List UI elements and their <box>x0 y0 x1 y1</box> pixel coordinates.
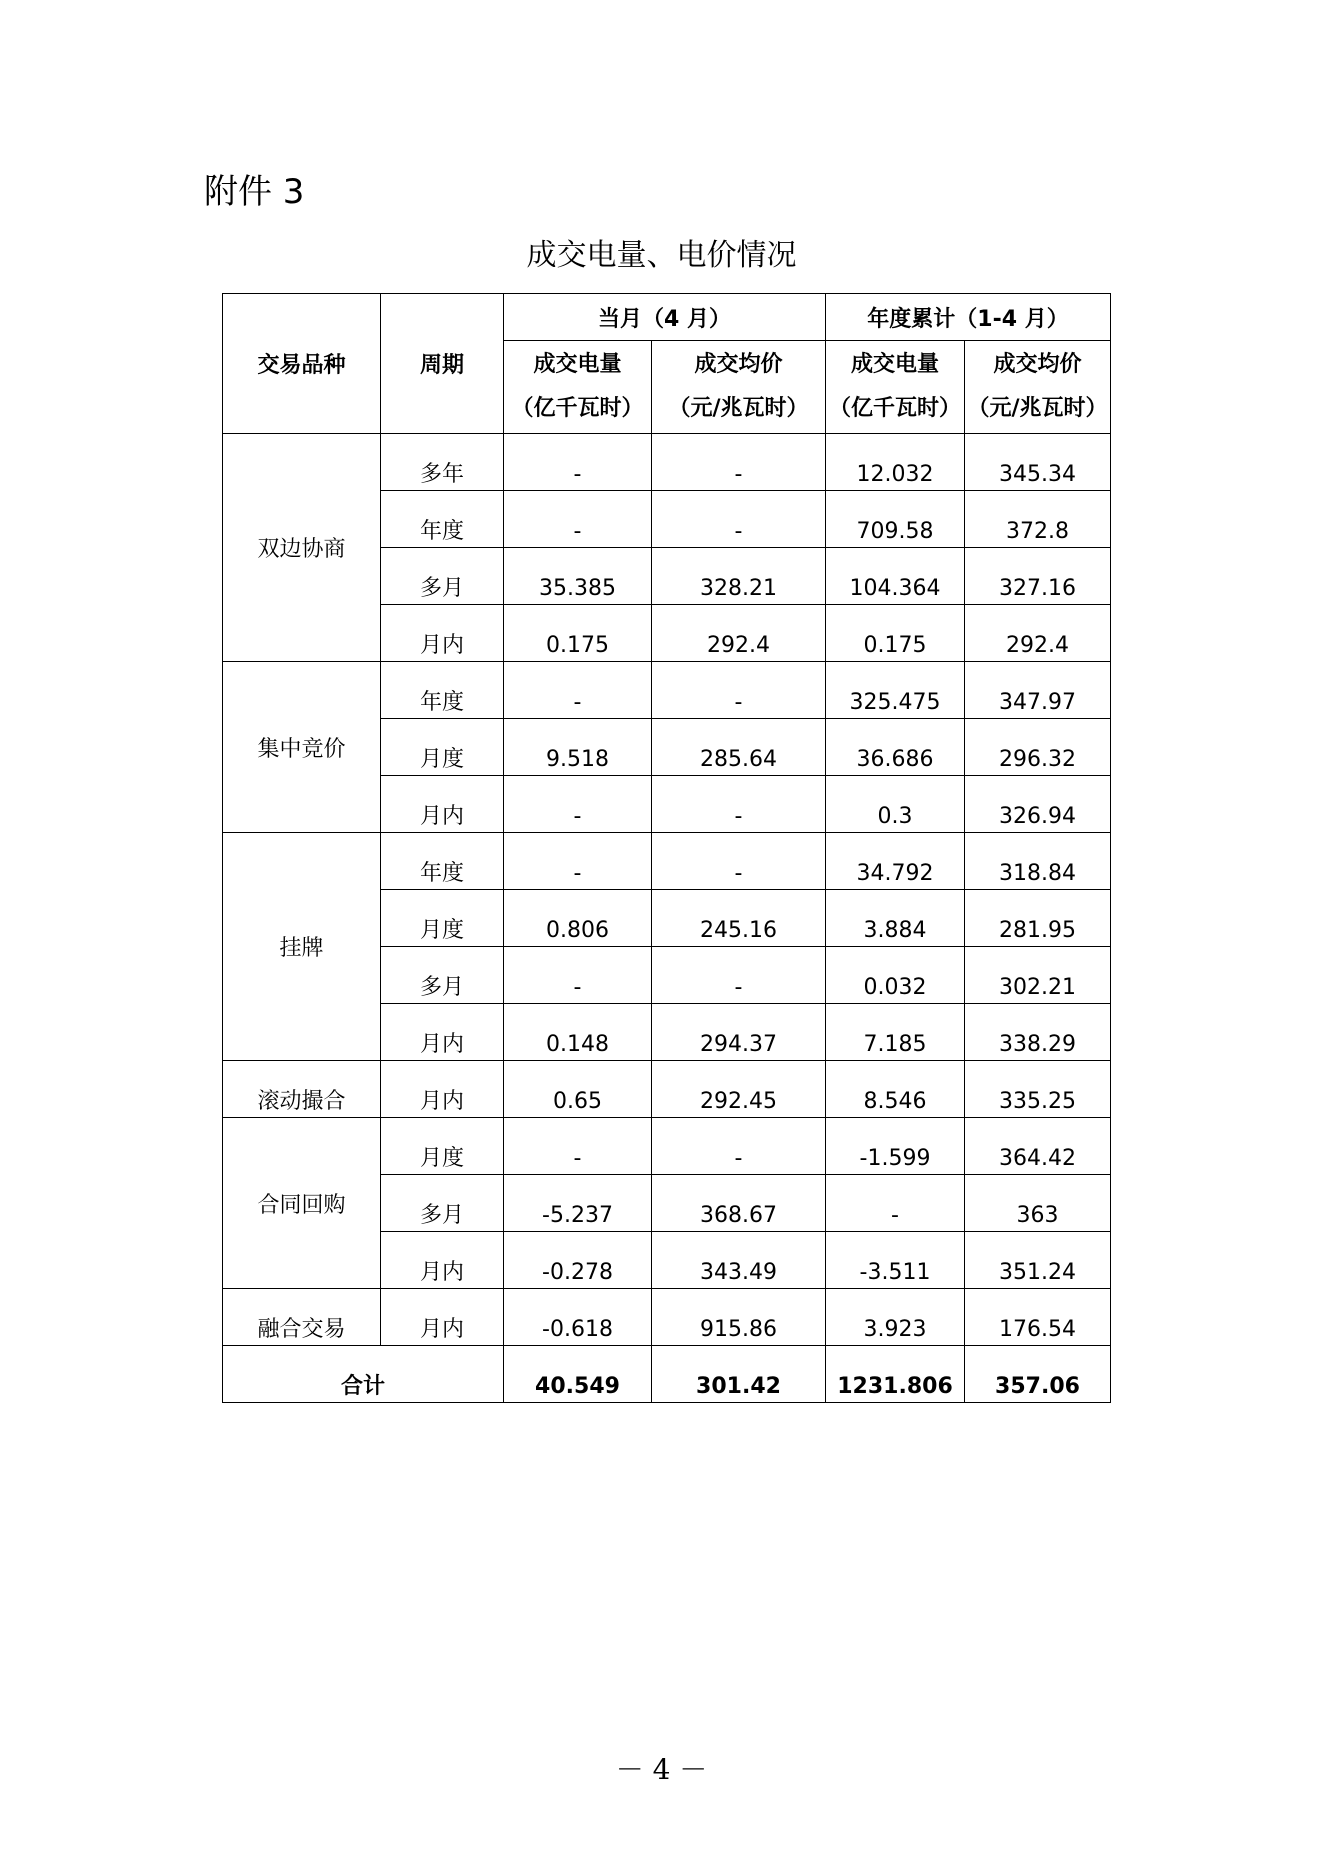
header-current-month: 当月（4 月） <box>504 294 826 341</box>
period-cell: 多年 <box>381 434 504 491</box>
total-cur-price: 301.42 <box>652 1346 826 1403</box>
ytd-volume-cell: 3.923 <box>826 1289 965 1346</box>
table-row <box>223 434 1111 491</box>
cur-volume-cell: - <box>504 1118 652 1175</box>
cur-volume-cell: 0.175 <box>504 605 652 662</box>
ytd-volume-cell: -3.511 <box>826 1232 965 1289</box>
header-ytd-price-unit: （元/兆瓦时） <box>967 396 1108 421</box>
header-ytd-volume-label: 成交电量 <box>850 352 939 377</box>
header-cur-volume-unit: （亿千瓦时） <box>511 396 644 421</box>
cur-volume-cell: - <box>504 434 652 491</box>
page-number: － 4 － <box>615 1753 708 1786</box>
total-ytd-price: 357.06 <box>965 1346 1111 1403</box>
table-row <box>223 662 1111 719</box>
ytd-volume-cell: 36.686 <box>826 719 965 776</box>
cur-price-cell: 245.16 <box>652 890 826 947</box>
ytd-volume-cell: -1.599 <box>826 1118 965 1175</box>
header-ytd-volume <box>826 341 965 434</box>
total-row <box>223 1346 1111 1403</box>
cur-volume-cell: 0.65 <box>504 1061 652 1118</box>
header-cur-price-unit: （元/兆瓦时） <box>668 396 809 421</box>
table-row <box>223 1061 1111 1118</box>
cur-volume-cell: -0.618 <box>504 1289 652 1346</box>
period-cell: 月度 <box>381 1118 504 1175</box>
cur-price-cell: - <box>652 1118 826 1175</box>
cur-price-cell: 285.64 <box>652 719 826 776</box>
ytd-volume-cell: 0.3 <box>826 776 965 833</box>
cur-price-cell: 343.49 <box>652 1232 826 1289</box>
cur-volume-cell: - <box>504 662 652 719</box>
period-cell: 多月 <box>381 548 504 605</box>
cur-volume-cell: -5.237 <box>504 1175 652 1232</box>
cur-volume-cell: - <box>504 947 652 1004</box>
cur-price-cell: - <box>652 833 826 890</box>
header-row-1 <box>223 294 1111 341</box>
cur-price-cell: - <box>652 662 826 719</box>
cur-volume-cell: 0.806 <box>504 890 652 947</box>
table-row <box>223 1289 1111 1346</box>
ytd-price-cell: 327.16 <box>965 548 1111 605</box>
product-name: 挂牌 <box>223 833 381 1061</box>
cur-price-cell: 328.21 <box>652 548 826 605</box>
ytd-volume-cell: 0.032 <box>826 947 965 1004</box>
period-cell: 月内 <box>381 1004 504 1061</box>
header-ytd-volume-unit: （亿千瓦时） <box>828 396 961 421</box>
ytd-price-cell: 281.95 <box>965 890 1111 947</box>
product-name: 合同回购 <box>223 1118 381 1289</box>
cur-price-cell: 915.86 <box>652 1289 826 1346</box>
ytd-volume-cell: 8.546 <box>826 1061 965 1118</box>
cur-volume-cell: -0.278 <box>504 1232 652 1289</box>
period-cell: 月度 <box>381 890 504 947</box>
period-cell: 年度 <box>381 662 504 719</box>
header-ytd: 年度累计（1-4 月） <box>826 294 1111 341</box>
ytd-price-cell: 326.94 <box>965 776 1111 833</box>
period-cell: 月内 <box>381 1232 504 1289</box>
cur-volume-cell: - <box>504 833 652 890</box>
ytd-volume-cell: 104.364 <box>826 548 965 605</box>
cur-volume-cell: 0.148 <box>504 1004 652 1061</box>
ytd-volume-cell: 0.175 <box>826 605 965 662</box>
ytd-volume-cell: - <box>826 1175 965 1232</box>
period-cell: 月内 <box>381 776 504 833</box>
cur-price-cell: 292.4 <box>652 605 826 662</box>
product-name: 双边协商 <box>223 434 381 662</box>
cur-price-cell: - <box>652 434 826 491</box>
trade-data-table <box>222 293 1111 1403</box>
ytd-price-cell: 292.4 <box>965 605 1111 662</box>
product-name: 融合交易 <box>223 1289 381 1346</box>
cur-volume-cell: - <box>504 776 652 833</box>
ytd-price-cell: 176.54 <box>965 1289 1111 1346</box>
period-cell: 月度 <box>381 719 504 776</box>
ytd-price-cell: 335.25 <box>965 1061 1111 1118</box>
cur-volume-cell: - <box>504 491 652 548</box>
ytd-volume-cell: 709.58 <box>826 491 965 548</box>
ytd-price-cell: 296.32 <box>965 719 1111 776</box>
cur-price-cell: 292.45 <box>652 1061 826 1118</box>
header-cur-price <box>652 341 826 434</box>
ytd-volume-cell: 7.185 <box>826 1004 965 1061</box>
ytd-volume-cell: 325.475 <box>826 662 965 719</box>
period-cell: 多月 <box>381 1175 504 1232</box>
cur-price-cell: 368.67 <box>652 1175 826 1232</box>
table-row <box>223 1118 1111 1175</box>
cur-price-cell: - <box>652 491 826 548</box>
ytd-price-cell: 364.42 <box>965 1118 1111 1175</box>
ytd-volume-cell: 34.792 <box>826 833 965 890</box>
cur-volume-cell: 35.385 <box>504 548 652 605</box>
header-cur-volume-label: 成交电量 <box>533 352 622 377</box>
period-cell: 多月 <box>381 947 504 1004</box>
page-title: 成交电量、电价情况 <box>526 238 797 273</box>
ytd-price-cell: 347.97 <box>965 662 1111 719</box>
ytd-price-cell: 363 <box>965 1175 1111 1232</box>
ytd-price-cell: 318.84 <box>965 833 1111 890</box>
cur-price-cell: 294.37 <box>652 1004 826 1061</box>
ytd-price-cell: 345.34 <box>965 434 1111 491</box>
period-cell: 月内 <box>381 1289 504 1346</box>
header-period: 周期 <box>381 294 504 434</box>
ytd-price-cell: 372.8 <box>965 491 1111 548</box>
product-name: 滚动撮合 <box>223 1061 381 1118</box>
header-ytd-price-label: 成交均价 <box>993 352 1082 377</box>
ytd-volume-cell: 12.032 <box>826 434 965 491</box>
ytd-volume-cell: 3.884 <box>826 890 965 947</box>
table-row <box>223 833 1111 890</box>
period-cell: 月内 <box>381 605 504 662</box>
attachment-label: 附件 3 <box>204 172 305 212</box>
ytd-price-cell: 338.29 <box>965 1004 1111 1061</box>
header-cur-volume <box>504 341 652 434</box>
total-label: 合计 <box>223 1346 504 1403</box>
ytd-price-cell: 351.24 <box>965 1232 1111 1289</box>
ytd-price-cell: 302.21 <box>965 947 1111 1004</box>
cur-volume-cell: 9.518 <box>504 719 652 776</box>
cur-price-cell: - <box>652 947 826 1004</box>
cur-price-cell: - <box>652 776 826 833</box>
product-name: 集中竞价 <box>223 662 381 833</box>
total-ytd-volume: 1231.806 <box>826 1346 965 1403</box>
period-cell: 年度 <box>381 491 504 548</box>
period-cell: 年度 <box>381 833 504 890</box>
header-cur-price-label: 成交均价 <box>694 352 783 377</box>
period-cell: 月内 <box>381 1061 504 1118</box>
total-cur-volume: 40.549 <box>504 1346 652 1403</box>
header-product: 交易品种 <box>223 294 381 434</box>
header-ytd-price <box>965 341 1111 434</box>
